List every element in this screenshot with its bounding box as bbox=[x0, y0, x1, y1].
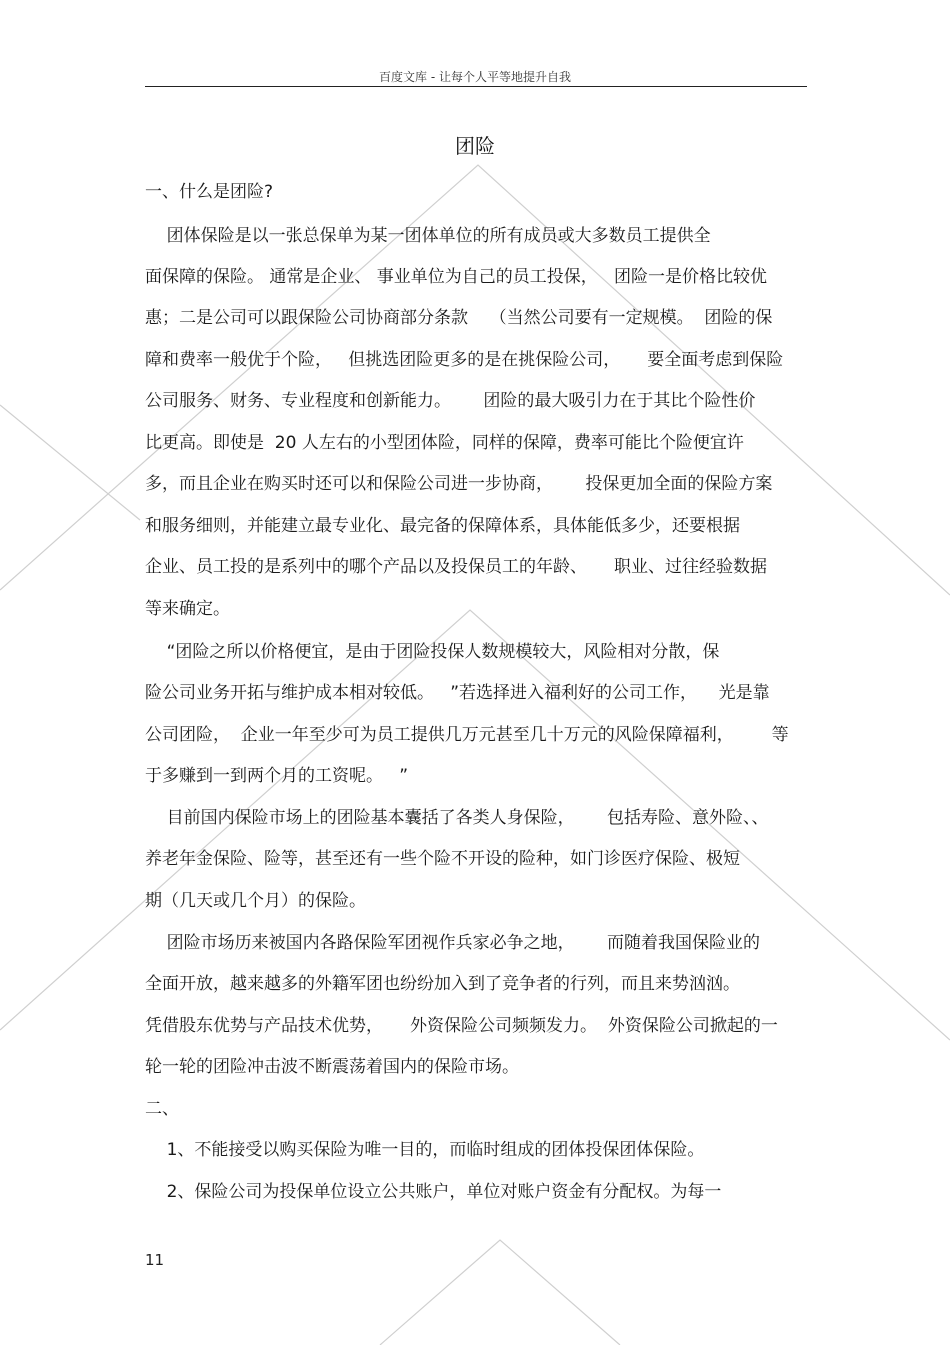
body-line: 等来确定。 bbox=[145, 599, 230, 619]
body-line: 期（几天或几个月）的保险。 bbox=[145, 891, 366, 911]
body-line: 公司服务、财务、专业程度和创新能力。 团险的最大吸引力在于其比个险性价 bbox=[145, 391, 756, 411]
body-line: 团险市场历来被国内各路保险军团视作兵家必争之地， 而随着我国保险业的 bbox=[145, 933, 761, 953]
list-item: 2、保险公司为投保单位设立公共账户，单位对账户资金有分配权。为每一 bbox=[145, 1182, 722, 1202]
body-line: 障和费率一般优于个险， 但挑选团险更多的是在挑保险公司， 要全面考虑到保险 bbox=[145, 350, 784, 370]
body-line: 险公司业务开拓与维护成本相对较低。 ”若选择进入福利好的公司工作， 光是靠 bbox=[145, 683, 770, 703]
body-line: 面保障的保险。 通常是企业、 事业单位为自己的员工投保， 团险一是价格比较优 bbox=[145, 267, 768, 287]
body-line: 团体保险是以一张总保单为某一团体单位的所有成员或大多数员工提供全 bbox=[145, 226, 711, 246]
section-heading: 一、什么是团险? bbox=[145, 182, 274, 202]
body-line: 于多赚到一到两个月的工资呢。 ” bbox=[145, 766, 409, 786]
body-line: 惠；二是公司可以跟保险公司协商部分条款 （当然公司要有一定规模。 团险的保 bbox=[145, 308, 773, 328]
body-line: 养老年金保险、险等，甚至还有一些个险不开设的险种，如门诊医疗保险、极短 bbox=[145, 849, 740, 869]
body-line: 目前国内保险市场上的团险基本囊括了各类人身保险， 包括寿险、意外险、、 bbox=[145, 808, 769, 828]
body-line: 多，而且企业在购买时还可以和保险公司进一步协商， 投保更加全面的保险方案 bbox=[145, 474, 773, 494]
body-line: 凭借股东优势与产品技术优势， 外资保险公司频频发力。 外资保险公司掀起的一 bbox=[145, 1016, 778, 1036]
body-line: 企业、员工投的是系列中的哪个产品以及投保员工的年龄、 职业、过往经验数据 bbox=[145, 557, 768, 577]
header-divider bbox=[145, 86, 807, 87]
body-line: 和服务细则，并能建立最专业化、最完备的保障体系，具体能低多少，还要根据 bbox=[145, 516, 740, 536]
list-item: 1、不能接受以购买保险为唯一目的，而临时组成的团体投保团体保险。 bbox=[145, 1140, 705, 1160]
page-number: 11 bbox=[145, 1251, 165, 1269]
body-line: 轮一轮的团险冲击波不断震荡着国内的保险市场。 bbox=[145, 1057, 519, 1077]
body-line: “团险之所以价格便宜，是由于团险投保人数规模较大，风险相对分散，保 bbox=[145, 642, 720, 662]
section-heading: 二、 bbox=[145, 1099, 179, 1119]
document-title: 团险 bbox=[455, 134, 495, 158]
body-line: 比更高。即使是 20 人左右的小型团体险，同样的保障，费率可能比个险便宜许 bbox=[145, 433, 744, 453]
page-header: 百度文库 - 让每个人平等地提升自我 bbox=[379, 70, 571, 84]
body-line: 全面开放，越来越多的外籍军团也纷纷加入到了竞争者的行列，而且来势汹汹。 bbox=[145, 974, 740, 994]
body-line: 公司团险， 企业一年至少可为员工提供几万元甚至几十万元的风险保障福利， 等 bbox=[145, 725, 789, 745]
